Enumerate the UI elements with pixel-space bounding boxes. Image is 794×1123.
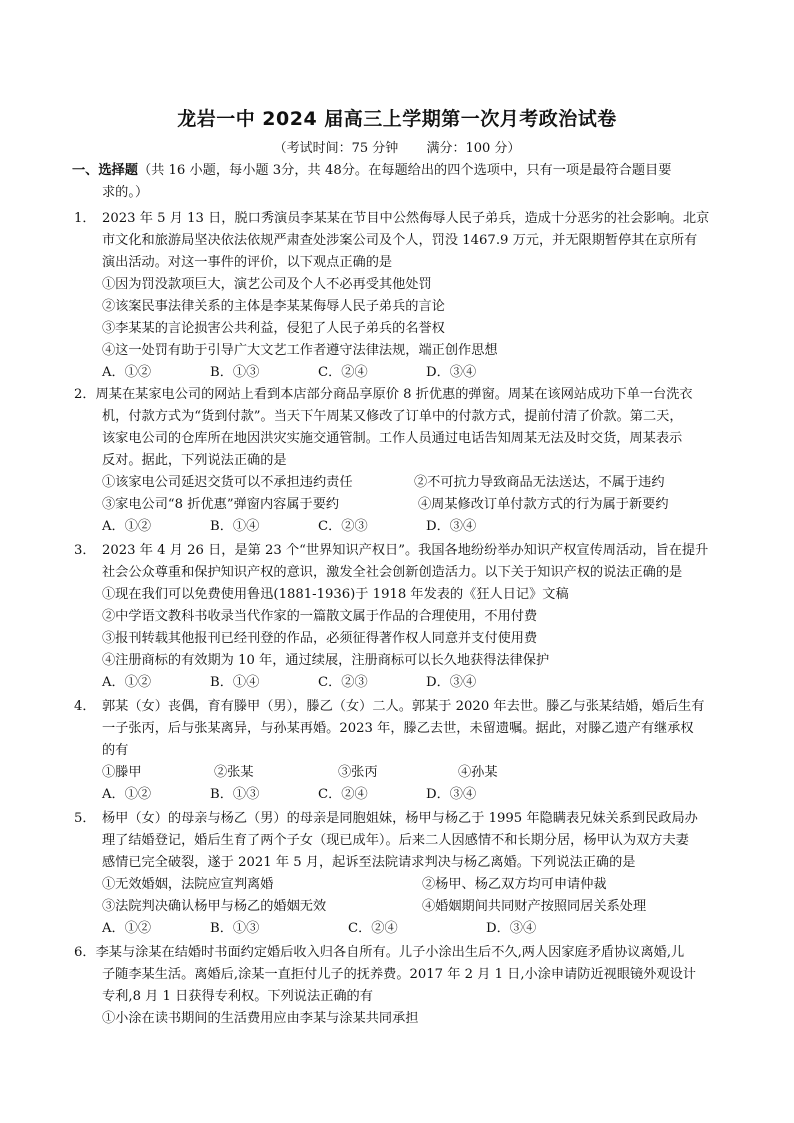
option-a: A．①② <box>102 787 152 802</box>
exam-score: 满分：100 分） <box>426 141 521 156</box>
question-6-number: 6． <box>74 945 96 960</box>
statement-row <box>102 494 669 516</box>
section-desc-cont: 求的。） <box>102 185 149 200</box>
exam-time: （考试时间：75 分钟 <box>273 141 399 156</box>
question-5-text: 理了结婚登记，婚后生育了两个子女（现已成年）。后来二人因感情不和长期分居，杨甲认为双方夫妻 <box>102 833 689 848</box>
question-2-text: 该家电公司的仓库所在地因洪灾实施交通管制。工作人员通过电话告知周某无法及时交货，周某表示 <box>102 431 683 446</box>
statement-4: ④婚姻期间共同财产按照同居关系处理 <box>422 899 647 914</box>
question-6-text: 6．李某与涂某在结婚时书面约定婚后收入归各自所有。儿子小涂出生后不久,两人因家庭矛盾协议离婚,儿 <box>74 945 685 960</box>
question-2-text: 2．周某在某家电公司的网站上看到本店部分商品享原价 8 折优惠的弹窗。周某在该网站成功下单一台洗衣 <box>74 387 693 402</box>
statement-row <box>102 472 665 494</box>
statement-1: ①该家电公司延迟交货可以不承担违约责任 <box>102 475 353 490</box>
question-2-text: 机，付款方式为“货到付款”。当天下午周某又修改了订单中的付款方式，提前付清了价款。第二天， <box>102 409 683 424</box>
statement-3: ③张丙 <box>338 765 378 780</box>
statement-4: ④这一处罚有助于引导广大文艺工作者遵守法律法规，端正创作思想 <box>102 343 498 358</box>
answer-options <box>102 784 476 806</box>
statement-1: ①小涂在读书期间的生活费用应由李某与涂某共同承担 <box>102 1011 419 1026</box>
option-a: A．①② <box>102 365 152 380</box>
answer-options <box>102 918 536 940</box>
statement-3: ③家电公司“8 折优惠”弹窗内容属于要约 <box>102 497 340 512</box>
statement-2: ②张某 <box>214 765 254 780</box>
question-3-text: 2023 年 4 月 26 日，是第 23 个“世界知识产权日”。我国各地纷纷举办知识产权宣传周活动，旨在提升 <box>102 543 709 558</box>
option-b: B．①④ <box>210 519 260 534</box>
option-b: B．①③ <box>210 787 260 802</box>
option-c: C．②④ <box>318 787 368 802</box>
statement-1: ①现在我们可以免费使用鲁迅(1881-1936)于 1918 年发表的《狂人日记》文稿 <box>102 587 569 602</box>
answer-options <box>102 516 476 538</box>
statement-3: ③报刊转载其他报刊已经刊登的作品，必须征得著作权人同意并支付使用费 <box>102 631 538 646</box>
statement-2: ②杨甲、杨乙双方均可申请仲裁 <box>422 877 607 892</box>
statement-row <box>102 874 607 896</box>
statement-1: ①滕甲 <box>102 765 142 780</box>
section-label: 一、选择题 <box>72 163 138 178</box>
option-c: C．②④ <box>318 365 368 380</box>
option-d: D．③④ <box>426 365 477 380</box>
answer-options <box>102 672 476 694</box>
exam-info <box>0 137 794 156</box>
question-5-text: 感情已完全破裂，遂于 2021 年 5 月，起诉至法院请求判决与杨乙离婚。下列说法正确的是 <box>102 855 636 870</box>
question-1-text: 市文化和旅游局坚决依法依规严肃查处涉案公司及个人，罚没 1467.9 万元，并无限期暂停其在京所有 <box>102 233 698 248</box>
statement-3: ③法院判决确认杨甲与杨乙的婚姻无效 <box>102 899 327 914</box>
option-d: D．③④ <box>426 675 477 690</box>
section-heading <box>72 160 671 182</box>
question-1-text: 2023 年 5 月 13 日，脱口秀演员李某某在节目中公然侮辱人民子弟兵，造成十分恶劣的社会影响。北京 <box>102 211 710 226</box>
question-4-text: 郭某（女）丧偶，育有滕甲（男），滕乙（女）二人。郭某于 2020 年去世。滕乙与张某结婚，婚后生有 <box>102 699 705 714</box>
question-1-number: 1． <box>74 211 96 226</box>
statement-4: ④周某修改订单付款方式的行为属于新要约 <box>418 497 669 512</box>
statement-1: ①因为罚没款项巨大，演艺公司及个人不必再受其他处罚 <box>102 277 432 292</box>
section-desc: （共 16 小题，每小题 3分，共 48分。在每题给出的四个选项中，只有一项是最符合题目要 <box>137 163 672 178</box>
option-a: A．①② <box>102 675 152 690</box>
option-a: A．①② <box>102 519 152 534</box>
answer-options <box>102 362 476 384</box>
option-b: B．①③ <box>210 365 260 380</box>
option-c: C．②③ <box>318 675 368 690</box>
question-4-number: 4． <box>74 699 96 714</box>
question-4-text: 一子张丙，后与张某离异，与孙某再婚。2023 年，滕乙去世，未留遗嘱。据此，对滕乙遗产有继承权 <box>102 721 694 736</box>
option-d: D．③④ <box>426 787 477 802</box>
option-d: D．③④ <box>486 921 537 936</box>
statement-2: ②中学语文教科书收录当代作家的一篇散文属于作品的合理使用，不用付费 <box>102 609 538 624</box>
statement-row <box>102 896 646 918</box>
question-2-text: 反对。据此，下列说法正确的是 <box>102 453 287 468</box>
question-3-number: 3． <box>74 543 96 558</box>
question-2-number: 2． <box>74 387 96 402</box>
option-c: C．②③ <box>318 519 368 534</box>
page-title: 龙岩一中 2024 届高三上学期第一次月考政治试卷 <box>177 108 617 130</box>
statement-4: ④注册商标的有效期为 10 年，通过续展，注册商标可以长久地获得法律保护 <box>102 653 550 668</box>
statement-4: ④孙某 <box>458 765 498 780</box>
option-b: B．①③ <box>210 921 260 936</box>
option-b: B．①④ <box>210 675 260 690</box>
question-6-text: 专利,8 月 1 日获得专利权。下列说法正确的有 <box>102 989 373 1004</box>
statement-row <box>102 762 498 784</box>
statement-2: ②该案民事法律关系的主体是李某某侮辱人民子弟兵的言论 <box>102 299 445 314</box>
question-5-text: 杨甲（女）的母亲与杨乙（男）的母亲是同胞姐妹，杨甲与杨乙于 1995 年隐瞒表兄妹关系到民政局办 <box>102 811 698 826</box>
question-1-text: 演出活动。对这一事件的评价，以下观点正确的是 <box>102 255 393 270</box>
question-6-text: 子随李某生活。离婚后,涂某一直拒付儿子的抚养费。2017 年 2 月 1 日,小涂申请防近视眼镜外观设计 <box>102 967 696 982</box>
question-5-number: 5． <box>74 811 96 826</box>
option-c: C．②④ <box>348 921 398 936</box>
statement-3: ③李某某的言论损害公共利益，侵犯了人民子弟兵的名誉权 <box>102 321 445 336</box>
option-d: D．③④ <box>426 519 477 534</box>
option-a: A．①② <box>102 921 152 936</box>
question-4-text: 的有 <box>102 743 129 758</box>
statement-1: ①无效婚姻，法院应宣判离婚 <box>102 877 274 892</box>
question-3-text: 社会公众尊重和保护知识产权的意识，激发全社会创新创造活力。以下关于知识产权的说法正确的是 <box>102 565 683 580</box>
statement-2: ②不可抗力导致商品无法送达，不属于违约 <box>414 475 665 490</box>
